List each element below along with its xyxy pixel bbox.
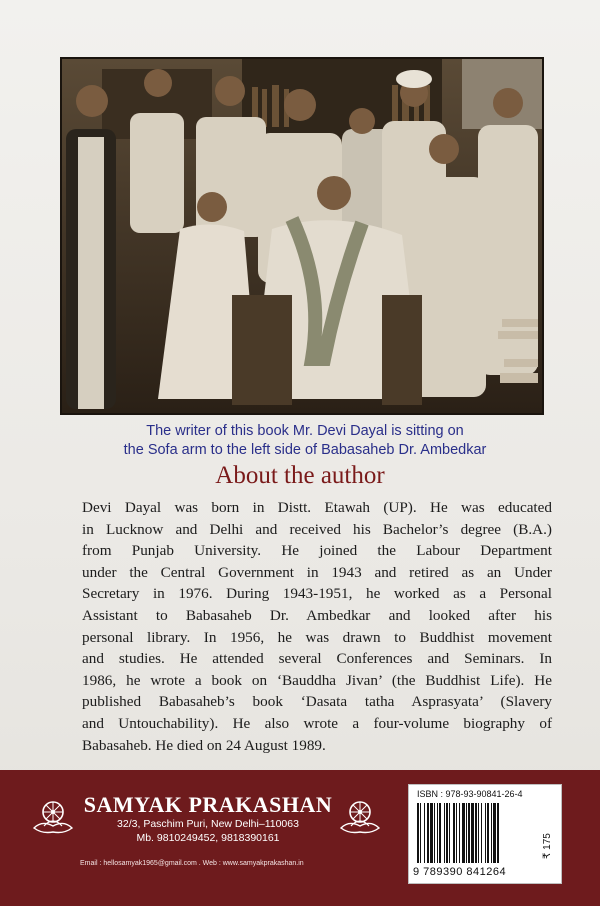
publisher-contact: Email : hellosamyak1965@gmail.com . Web : www.samyakprakashan.in — [80, 860, 304, 867]
bio-line: in Lucknow and Delhi and received his Bachelor’s degree (B.A.) — [82, 520, 552, 538]
barcode-panel — [408, 784, 562, 884]
publisher-phone: Mb. 9810249452, 9818390161 — [136, 832, 280, 844]
dhamma-wheel-lotus-icon — [30, 798, 76, 838]
caption-line: the Sofa arm to the left side of Babasaheb Dr. Ambedkar — [123, 442, 487, 458]
publisher-name: SAMYAK PRAKASHAN — [83, 792, 333, 817]
author-bio — [82, 497, 552, 756]
author-group-photo — [60, 57, 544, 415]
bio-line: Assistant to Babasaheb Dr. Ambedkar and looked after his — [82, 606, 552, 624]
bio-line: published Babasaheb’s book ‘Dasata tatha Asprasyata’ (Slavery — [82, 693, 552, 711]
barcode-digits: 9 789390 841264 — [413, 866, 507, 878]
bio-line: Babasaheb. He died on 24 August 1989. — [82, 736, 326, 754]
bio-line: and Untouchability). He also wrote a four-volume biography of — [82, 714, 552, 732]
isbn-label: ISBN : 978-93-90841-26-4 — [417, 789, 523, 799]
bio-line: under the Central Government in 1943 and retired as an Under — [82, 563, 552, 581]
bio-line: personal library. In 1956, he was drawn to Buddhist movement — [82, 628, 552, 646]
caption-line: The writer of this book Mr. Devi Dayal is sitting on — [146, 423, 464, 439]
photo-caption — [40, 422, 570, 460]
barcode — [415, 803, 541, 865]
publisher-address: 32/3, Paschim Puri, New Delhi–110063 — [117, 818, 299, 830]
bio-line: and studies. He attended several Conferences and Seminars. In — [82, 650, 552, 668]
bio-line: from Punjab University. He joined the Labour Department — [82, 542, 552, 560]
price-label: ₹ 175 — [542, 833, 553, 859]
bio-line: Secretary in 1976. During 1943-1951, he worked as a Personal — [82, 585, 552, 603]
bio-line: 1986, he wrote a book on ‘Bauddha Jivan’ (the Buddhist Life). He — [82, 671, 552, 689]
bio-line: Devi Dayal was born in Distt. Etawah (UP). He was educated — [82, 499, 552, 516]
about-heading: About the author — [215, 462, 385, 489]
dhamma-wheel-lotus-icon — [337, 798, 383, 838]
